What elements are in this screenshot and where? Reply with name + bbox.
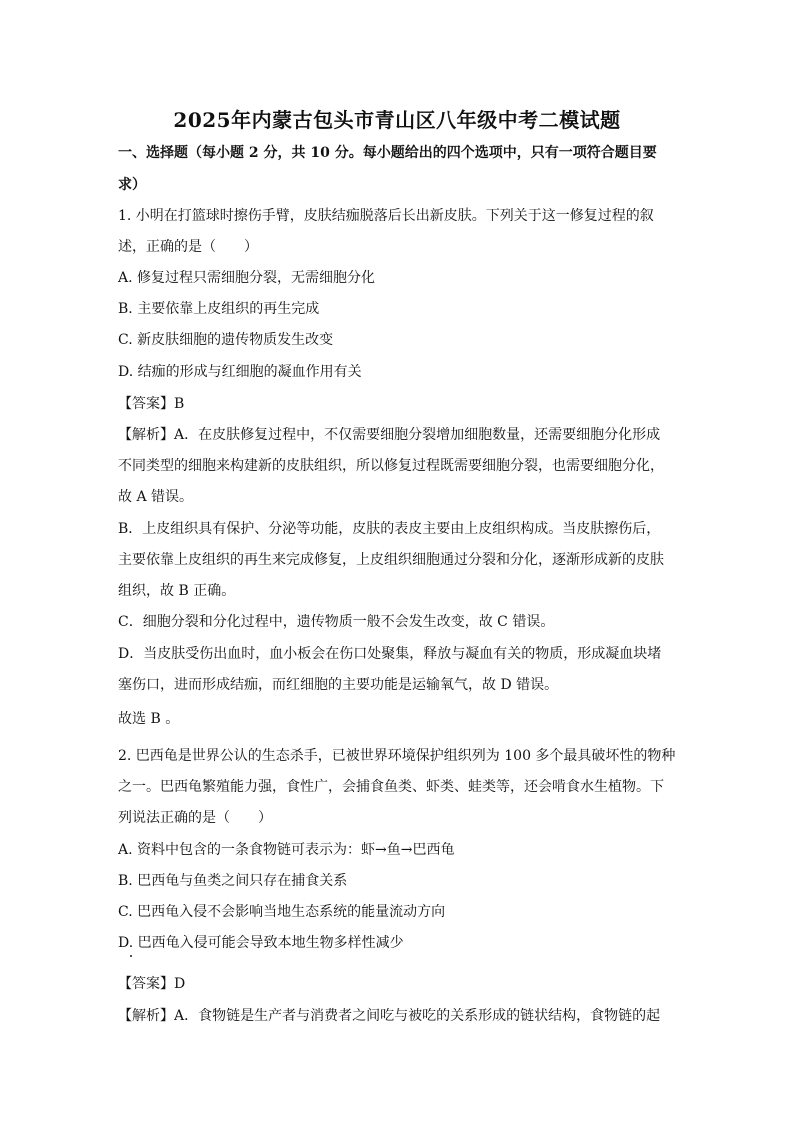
q1-analysis-line: C．细胞分裂和分化过程中，遗传物质一般不会发生改变，故 C 错误。 [118,614,555,630]
q1-analysis-line: 故 A 错误。 [118,489,194,505]
q2-answer: 【答案】D [118,976,186,992]
q1-analysis-line: 主要依靠上皮组织的再生来完成修复，上皮组织细胞通过分裂和分化，逐渐形成新的皮肤 [118,552,664,568]
q2-option-d: D. 巴西龟入侵可能会导致本地生物多样性减少 [118,935,404,951]
q2-stem-line3: 列说法正确的是（ ） [118,810,272,826]
q2-option-a: A. 资料中包含的一条食物链可表示为：虾→鱼→巴西龟 [118,842,455,858]
q1-answer: 【答案】B [118,396,185,412]
q2-stem-line1: 2. 巴西龟是世界公认的生态杀手，已被世界环境保护组织列为 100 多个最具破坏性的物种 [118,748,676,764]
q1-analysis-line: 塞伤口，进而形成结痂，而红细胞的主要功能是运输氧气，故 D 错误。 [118,677,559,693]
q2-stem-line2: 之一。巴西龟繁殖能力强，食性广，会捕食鱼类、虾类、蛙类等，还会啃食水生植物。下 [118,779,664,795]
q2-option-b: B. 巴西龟与鱼类之间只存在捕食关系 [118,873,348,889]
q1-analysis-line: D．当皮肤受伤出血时，血小板会在伤口处聚集，释放与凝血有关的物质，形成凝血块堵 [118,646,662,662]
q2-analysis-line: 【解析】A．食物链是生产者与消费者之间吃与被吃的关系形成的链状结构，食物链的起 [118,1008,661,1024]
q1-stem-line1: 1. 小明在打篮球时擦伤手臂，皮肤结痂脱落后长出新皮肤。下列关于这一修复过程的叙 [118,208,654,224]
q1-analysis-line: B．上皮组织具有保护、分泌等功能，皮肤的表皮主要由上皮组织构成。当皮肤擦伤后， [118,521,661,537]
q1-analysis-line: 组织，故 B 正确。 [118,583,236,599]
q1-option-c: C. 新皮肤细胞的遗传物质发生改变 [118,332,334,348]
q2-option-c: C. 巴西龟入侵不会影响当地生态系统的能量流动方向 [118,904,446,920]
q1-option-d: D. 结痂的形成与红细胞的凝血作用有关 [118,364,362,380]
q1-stem-line2: 述，正确的是（ ） [118,239,258,255]
page-title: 2025年内蒙古包头市青山区八年级中考二模试题 [173,108,621,132]
stray-dot [130,955,132,957]
q1-conclusion: 故选 B 。 [118,711,180,727]
section-heading-line2: 求） [118,177,146,193]
q1-option-a: A. 修复过程只需细胞分裂，无需细胞分化 [118,270,376,286]
q1-analysis-line: 【解析】A．在皮肤修复过程中，不仅需要细胞分裂增加细胞数量，还需要细胞分化形成 [118,427,661,443]
q1-option-b: B. 主要依靠上皮组织的再生完成 [118,301,320,317]
q1-analysis-line: 不同类型的细胞来构建新的皮肤组织，所以修复过程既需要细胞分裂，也需要细胞分化， [118,458,664,474]
section-heading-line1: 一、选择题（每小题 2 分，共 10 分。每小题给出的四个选项中，只有一项符合题目要 [118,145,657,161]
